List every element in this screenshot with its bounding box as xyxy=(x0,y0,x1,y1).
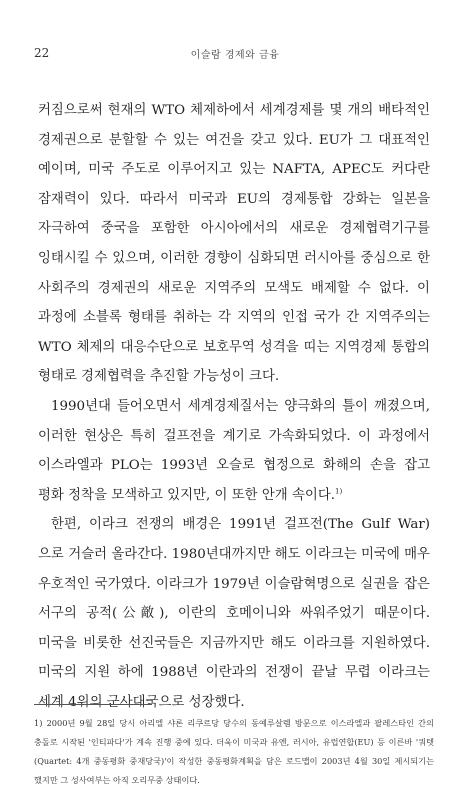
footnote-divider xyxy=(34,704,152,705)
paragraph-2-text: 1990년대 들어오면서 세계경제질서는 양극화의 틀이 깨졌으며, 이러한 현상은 특히 걸프전을 계기로 가속화되었다. 이 과정에서 이스라엘과 PLO는 1993년 오슬로 협정으로 화해의 손을 잡고 평화 정착을 모색하고 있지만, 이 또한 안개 속이다. xyxy=(38,398,430,503)
footnote xyxy=(34,714,434,790)
paragraph-2 xyxy=(38,392,430,510)
paragraph-1: 커짐으로써 현재의 WTO 체제하에서 세계경제를 몇 개의 배타적인 경제권으로 분할할 수 있는 여건을 갖고 있다. EU가 그 대표적인 예이며, 미국 주도로 이루어지고 있는 NAFTA, APEC도 커다란 잠재력이 있다. 따라서 미국과 EU의 경제통합 강화는 일본을 자극하여 중국을 포함한 아시아에서의 새로운 경제협력기구를 잉태시킬 수 있으며, 이러한 경향이 심화되면 러시아를 중심으로 한 사회주의 경제권의 새로운 지역주의 모색도 배제할 수 없다. 이 과정에 소블록 형태를 취하는 각 지역의 인접 국가 간 지역주의는 WTO 체제의 대응수단으로 보호무역 성격을 띠는 지역경제 통합의 형태로 경제협력을 추진할 가능성이 크다. xyxy=(38,103,430,385)
paragraph-3: 한편, 이라크 전쟁의 배경은 1991년 걸프전(The Gulf War)으로 거슬러 올라간다. 1980년대까지만 해도 이라크는 미국에 매우 우호적인 국가였다. 이라크가 1979년 이슬람혁명으로 실권을 잡은 서구의 공적(公敵), 이란의 호메이니와 싸워주었기 때문이다. 미국을 비롯한 선진국들은 지금까지만 해도 이라크를 지원하였다. 미국의 지원 하에 1988년 이란과의 전쟁이 끝날 무렵 이라크는 세계 4위의 군사대국으로 성장했다. xyxy=(38,517,430,710)
body-text xyxy=(38,96,430,717)
footnote-1: 1) 2000년 9월 28일 당시 아리엘 샤론 리쿠르당 당수의 동예루살렘 방문으로 이스라엘과 팔레스타인 간의 충돌로 시작된 '인티파다'가 계속 진행 중에 있다. 더욱이 미국과 유엔, 러시아, 유럽연합(EU) 등 이른바 '쿼텟(Quartet: 4개 중동평화 중재당국)'이 작성한 중동평화계획을 담은 로드맵이 2003년 4월 30일 제시되기는 했지만 그 성사여부는 아직 오리무중 상태이다. xyxy=(34,718,434,785)
footnote-reference[interactable]: 1) xyxy=(335,487,343,496)
running-title: 이슬람 경제와 금융 xyxy=(190,50,280,61)
page-number: 22 xyxy=(34,46,50,60)
running-head xyxy=(34,46,436,62)
